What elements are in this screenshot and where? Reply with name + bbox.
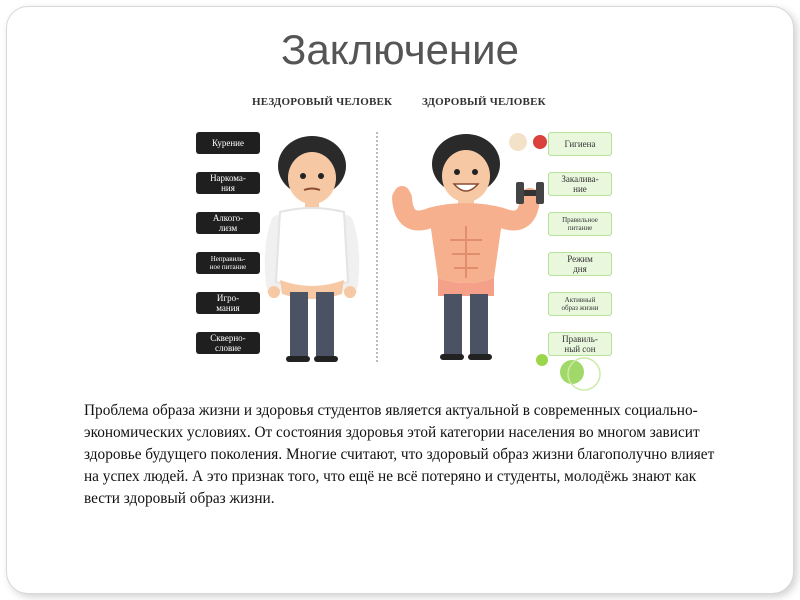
health-infographic bbox=[190, 92, 620, 392]
healthy-item-active-life: Активный образ жизни bbox=[548, 292, 612, 316]
healthy-column-title: ЗДОРОВЫЙ ЧЕЛОВЕК bbox=[422, 96, 546, 108]
healthy-item-hygiene: Гигиена bbox=[548, 132, 612, 156]
unhealthy-column-title: НЕЗДОРОВЫЙ ЧЕЛОВЕК bbox=[252, 96, 393, 108]
healthy-item-sleep: Правиль- ный сон bbox=[548, 332, 612, 356]
healthy-person-illustration bbox=[390, 128, 550, 368]
slide-title: Заключение bbox=[281, 26, 519, 73]
conclusion-paragraph: Проблема образа жизни и здоровья студентов является актуальной в современных социально-экономических условиях. От состояния здоровья этой категории населения во многом зависит здоровье будущего поколения. Многие считают, что здоровый образ жизни благополучно влияет на успех людей. А это признак того, что ещё не всё потеряно и студенты, молодёжь знают как вести здоровый образ жизни. bbox=[84, 402, 715, 507]
healthy-item-nutrition: Правильное питание bbox=[548, 212, 612, 236]
unhealthy-item-smoking: Курение bbox=[196, 132, 260, 154]
unhealthy-item-gambling: Игро- мания bbox=[196, 292, 260, 314]
green-circles-decoration bbox=[550, 354, 610, 394]
healthy-item-hardening: Закалива- ние bbox=[548, 172, 612, 196]
column-divider bbox=[376, 132, 378, 362]
unhealthy-item-swearing: Скверно- словие bbox=[196, 332, 260, 354]
unhealthy-person-illustration bbox=[260, 132, 370, 367]
healthy-item-daily-routine: Режим дня bbox=[548, 252, 612, 276]
unhealthy-item-alcohol: Алкого- лизм bbox=[196, 212, 260, 234]
unhealthy-item-drugs: Наркома- ния bbox=[196, 172, 260, 194]
unhealthy-item-bad-nutrition: Неправиль- ное питание bbox=[196, 252, 260, 274]
